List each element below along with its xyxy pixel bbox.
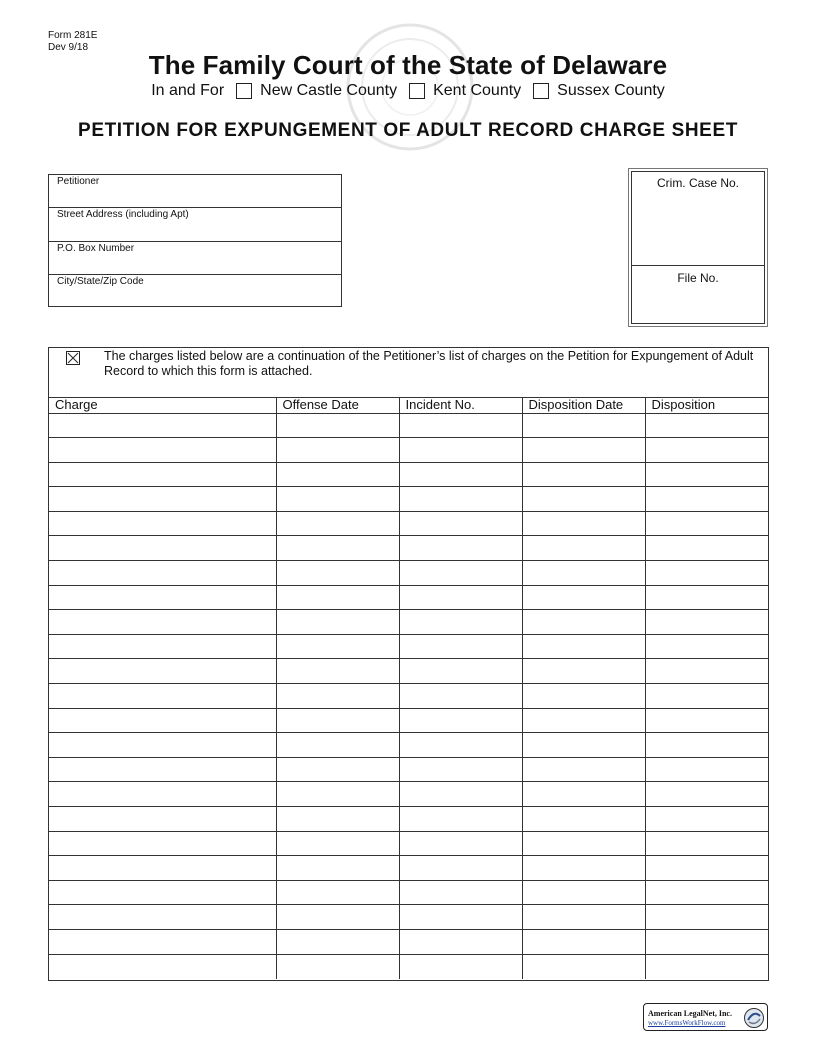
- charge-cell-disposition[interactable]: [645, 831, 768, 856]
- charges-section: [48, 347, 769, 981]
- sussex-label: Sussex County: [557, 82, 665, 99]
- charge-cell-offense-date[interactable]: [276, 585, 399, 610]
- charge-cell-disposition-date[interactable]: [522, 511, 645, 536]
- continuation-row: [49, 348, 768, 398]
- charge-cell-disposition[interactable]: [645, 413, 768, 438]
- charge-cell-incident-no[interactable]: [399, 585, 522, 610]
- charge-cell-offense-date[interactable]: [276, 634, 399, 659]
- charge-cell-disposition-date[interactable]: [522, 807, 645, 832]
- charge-cell-disposition[interactable]: [645, 536, 768, 561]
- charge-cell-disposition[interactable]: [645, 610, 768, 635]
- charge-cell-incident-no[interactable]: [399, 462, 522, 487]
- charge-cell-disposition[interactable]: [645, 708, 768, 733]
- charge-cell-offense-date[interactable]: [276, 610, 399, 635]
- charge-cell-disposition[interactable]: [645, 733, 768, 758]
- charge-row: [49, 659, 768, 684]
- charge-cell-disposition-date[interactable]: [522, 954, 645, 979]
- charge-cell-charge[interactable]: [49, 733, 276, 758]
- charge-cell-disposition[interactable]: [645, 511, 768, 536]
- charge-cell-charge[interactable]: [49, 929, 276, 954]
- charge-cell-disposition[interactable]: [645, 659, 768, 684]
- column-header-disposition: Disposition: [645, 398, 768, 413]
- charge-cell-incident-no[interactable]: [399, 561, 522, 586]
- charge-cell-offense-date[interactable]: [276, 929, 399, 954]
- charge-cell-charge[interactable]: [49, 782, 276, 807]
- county-selection-row: [0, 82, 816, 100]
- charge-cell-incident-no[interactable]: [399, 954, 522, 979]
- charge-cell-charge[interactable]: [49, 880, 276, 905]
- po-box-field[interactable]: [49, 242, 341, 275]
- case-number-box: [628, 168, 768, 327]
- column-header-disposition-date: Disposition Date: [522, 398, 645, 413]
- charge-cell-disposition[interactable]: [645, 929, 768, 954]
- charge-row: [49, 413, 768, 438]
- charge-cell-charge[interactable]: [49, 634, 276, 659]
- charge-cell-offense-date[interactable]: [276, 782, 399, 807]
- city-state-zip-label: City/State/Zip Code: [57, 275, 144, 287]
- crim-case-field[interactable]: [631, 171, 765, 266]
- in-and-for-label: In and For: [151, 82, 225, 99]
- charge-cell-charge[interactable]: [49, 708, 276, 733]
- charge-cell-incident-no[interactable]: [399, 487, 522, 512]
- charge-cell-disposition[interactable]: [645, 684, 768, 709]
- charge-cell-incident-no[interactable]: [399, 610, 522, 635]
- charge-row: [49, 954, 768, 979]
- charge-cell-incident-no[interactable]: [399, 880, 522, 905]
- charge-row: [49, 733, 768, 758]
- charge-cell-disposition-date[interactable]: [522, 831, 645, 856]
- charge-cell-offense-date[interactable]: [276, 954, 399, 979]
- charge-cell-offense-date[interactable]: [276, 807, 399, 832]
- charge-cell-charge[interactable]: [49, 856, 276, 881]
- publisher-logo-icon: [743, 1007, 765, 1029]
- form-number: Form 281E: [48, 30, 98, 41]
- charge-cell-charge[interactable]: [49, 462, 276, 487]
- charge-cell-disposition[interactable]: [645, 807, 768, 832]
- city-state-zip-field[interactable]: [49, 275, 341, 308]
- charge-cell-incident-no[interactable]: [399, 905, 522, 930]
- charges-header-row: [49, 398, 768, 413]
- charge-cell-charge[interactable]: [49, 659, 276, 684]
- charge-cell-disposition-date[interactable]: [522, 462, 645, 487]
- charge-cell-incident-no[interactable]: [399, 807, 522, 832]
- column-header-incident-no: Incident No.: [399, 398, 522, 413]
- charge-cell-offense-date[interactable]: [276, 905, 399, 930]
- charge-cell-disposition-date[interactable]: [522, 487, 645, 512]
- charge-cell-offense-date[interactable]: [276, 561, 399, 586]
- charge-cell-disposition-date[interactable]: [522, 536, 645, 561]
- charge-cell-disposition[interactable]: [645, 438, 768, 463]
- charge-cell-incident-no[interactable]: [399, 438, 522, 463]
- charge-row: [49, 634, 768, 659]
- charge-cell-charge[interactable]: [49, 536, 276, 561]
- file-number-label: File No.: [677, 271, 719, 285]
- charge-row: [49, 708, 768, 733]
- form-revision: Dev 9/18: [48, 42, 89, 53]
- file-number-field[interactable]: [631, 265, 765, 324]
- charge-row: [49, 610, 768, 635]
- charge-cell-disposition-date[interactable]: [522, 757, 645, 782]
- charge-row: [49, 757, 768, 782]
- charge-cell-incident-no[interactable]: [399, 536, 522, 561]
- charge-row: [49, 905, 768, 930]
- street-address-field[interactable]: [49, 208, 341, 241]
- petitioner-label: Petitioner: [57, 176, 100, 187]
- charge-row: [49, 782, 768, 807]
- charge-cell-charge[interactable]: [49, 561, 276, 586]
- charge-cell-charge[interactable]: [49, 610, 276, 635]
- charge-cell-disposition-date[interactable]: [522, 413, 645, 438]
- charge-cell-charge[interactable]: [49, 757, 276, 782]
- charge-cell-disposition-date[interactable]: [522, 684, 645, 709]
- charge-cell-incident-no[interactable]: [399, 757, 522, 782]
- charge-cell-disposition-date[interactable]: [522, 733, 645, 758]
- charge-row: [49, 536, 768, 561]
- charge-cell-disposition-date[interactable]: [522, 708, 645, 733]
- kent-label: Kent County: [433, 82, 522, 99]
- continuation-text: The charges listed below are a continuation of the Petitioner’s list of charges on the Petition for Expungement of Adult Record to which this form is attached.: [104, 349, 754, 378]
- court-title: The Family Court of the State of Delaware: [148, 50, 668, 80]
- charge-cell-disposition[interactable]: [645, 782, 768, 807]
- new-castle-label: New Castle County: [260, 82, 398, 99]
- charge-cell-disposition[interactable]: [645, 487, 768, 512]
- charge-row: [49, 807, 768, 832]
- charge-cell-offense-date[interactable]: [276, 856, 399, 881]
- publisher-badge: [643, 1003, 768, 1031]
- charge-row: [49, 511, 768, 536]
- charge-cell-disposition[interactable]: [645, 462, 768, 487]
- charge-row: [49, 462, 768, 487]
- form-title: PETITION FOR EXPUNGEMENT OF ADULT RECORD CHARGE SHEET: [78, 120, 738, 141]
- charge-cell-offense-date[interactable]: [276, 733, 399, 758]
- charge-cell-incident-no[interactable]: [399, 511, 522, 536]
- charge-cell-incident-no[interactable]: [399, 929, 522, 954]
- charge-row: [49, 561, 768, 586]
- charge-cell-disposition[interactable]: [645, 561, 768, 586]
- charge-cell-charge[interactable]: [49, 585, 276, 610]
- charge-row: [49, 684, 768, 709]
- charge-cell-disposition-date[interactable]: [522, 561, 645, 586]
- column-header-charge: Charge: [49, 398, 276, 413]
- charge-cell-offense-date[interactable]: [276, 659, 399, 684]
- charge-cell-charge[interactable]: [49, 413, 276, 438]
- charge-cell-disposition[interactable]: [645, 954, 768, 979]
- publisher-website[interactable]: www.FormsWorkFlow.com: [648, 1019, 726, 1027]
- charge-cell-disposition[interactable]: [645, 585, 768, 610]
- po-box-label: P.O. Box Number: [57, 242, 135, 254]
- charge-cell-incident-no[interactable]: [399, 856, 522, 881]
- charge-cell-offense-date[interactable]: [276, 708, 399, 733]
- charge-cell-charge[interactable]: [49, 831, 276, 856]
- charge-cell-disposition[interactable]: [645, 905, 768, 930]
- charge-cell-offense-date[interactable]: [276, 757, 399, 782]
- crim-case-label: Crim. Case No.: [656, 176, 739, 190]
- charge-cell-disposition-date[interactable]: [522, 659, 645, 684]
- charge-row: [49, 856, 768, 881]
- charge-cell-offense-date[interactable]: [276, 684, 399, 709]
- charge-row: [49, 880, 768, 905]
- charge-cell-charge[interactable]: [49, 511, 276, 536]
- publisher-name: American LegalNet, Inc.: [648, 1009, 732, 1018]
- charge-cell-offense-date[interactable]: [276, 462, 399, 487]
- charge-cell-offense-date[interactable]: [276, 511, 399, 536]
- charge-cell-disposition-date[interactable]: [522, 856, 645, 881]
- charges-table: [49, 398, 768, 979]
- charge-cell-disposition-date[interactable]: [522, 438, 645, 463]
- charge-row: [49, 585, 768, 610]
- petitioner-field[interactable]: [49, 175, 341, 208]
- charge-cell-charge[interactable]: [49, 684, 276, 709]
- street-address-label: Street Address (including Apt): [57, 209, 189, 221]
- charge-cell-offense-date[interactable]: [276, 536, 399, 561]
- new-castle-checkbox[interactable]: [236, 83, 252, 99]
- charge-row: [49, 487, 768, 512]
- charge-cell-disposition-date[interactable]: [522, 634, 645, 659]
- charge-cell-incident-no[interactable]: [399, 733, 522, 758]
- charge-cell-offense-date[interactable]: [276, 831, 399, 856]
- charge-cell-disposition[interactable]: [645, 757, 768, 782]
- charge-cell-incident-no[interactable]: [399, 708, 522, 733]
- charge-cell-offense-date[interactable]: [276, 880, 399, 905]
- charge-cell-incident-no[interactable]: [399, 659, 522, 684]
- charge-cell-incident-no[interactable]: [399, 413, 522, 438]
- charge-cell-charge[interactable]: [49, 954, 276, 979]
- charge-cell-incident-no[interactable]: [399, 684, 522, 709]
- charge-row: [49, 438, 768, 463]
- column-header-offense-date: Offense Date: [276, 398, 399, 413]
- charge-cell-charge[interactable]: [49, 807, 276, 832]
- charge-cell-disposition-date[interactable]: [522, 905, 645, 930]
- charge-cell-charge[interactable]: [49, 905, 276, 930]
- charge-cell-charge[interactable]: [49, 438, 276, 463]
- charge-cell-disposition-date[interactable]: [522, 610, 645, 635]
- charge-cell-disposition-date[interactable]: [522, 782, 645, 807]
- charge-cell-offense-date[interactable]: [276, 438, 399, 463]
- charge-cell-charge[interactable]: [49, 487, 276, 512]
- charge-cell-incident-no[interactable]: [399, 782, 522, 807]
- petitioner-info-box: [48, 174, 342, 307]
- charge-row: [49, 831, 768, 856]
- charges-body: [49, 413, 768, 979]
- charge-cell-disposition-date[interactable]: [522, 880, 645, 905]
- charge-row: [49, 929, 768, 954]
- continuation-checkbox[interactable]: [66, 351, 80, 365]
- charge-cell-disposition[interactable]: [645, 856, 768, 881]
- kent-checkbox[interactable]: [409, 83, 425, 99]
- charge-cell-offense-date[interactable]: [276, 487, 399, 512]
- charge-cell-disposition[interactable]: [645, 634, 768, 659]
- charge-cell-disposition-date[interactable]: [522, 585, 645, 610]
- charge-cell-incident-no[interactable]: [399, 634, 522, 659]
- charge-cell-offense-date[interactable]: [276, 413, 399, 438]
- charge-cell-disposition[interactable]: [645, 880, 768, 905]
- charge-cell-incident-no[interactable]: [399, 831, 522, 856]
- charge-cell-disposition-date[interactable]: [522, 929, 645, 954]
- sussex-checkbox[interactable]: [533, 83, 549, 99]
